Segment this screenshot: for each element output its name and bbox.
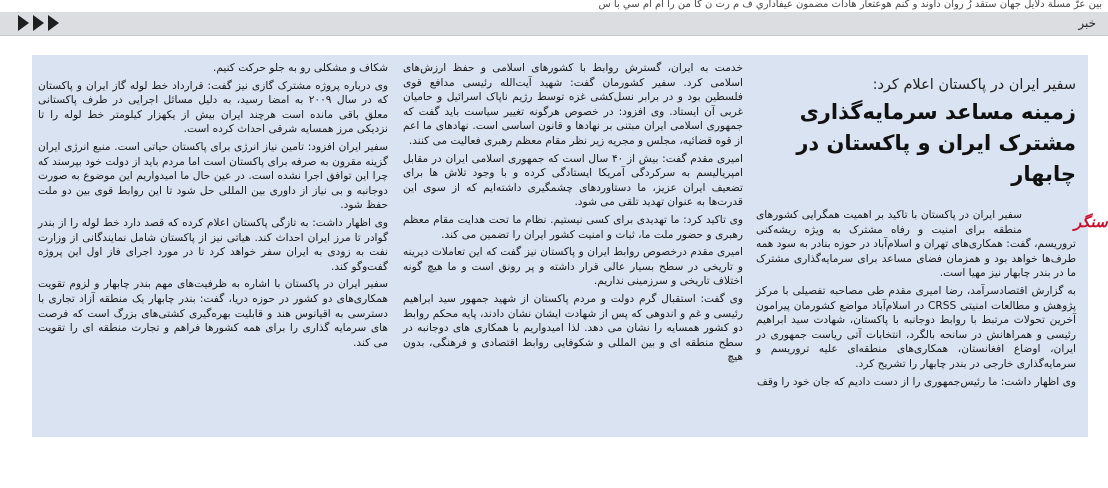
article-paragraph: سفیر ایران در پاکستان با اشاره به ظرفیت‌های مهم بندر چابهار و لزوم تقویت همکاری‌های دو کشور در حوزه دریا، گفت: بندر چابهار یک منطقه آزاد تجاری با دسترسی به اقیانوس هند و قابلیت بهره‌گیری کشتی‌های بزرگ است که فرصت های سرمایه گذاری را برای همه کشورها فراهم و تجارت منطقه ای را تقویت می کند.	[38, 278, 388, 349]
article-paragraph: خدمت به ایران، گسترش روابط با کشورهای اسلامی و حفظ ارزش‌های اسلامی کرد. سفیر کشورمان گفت: شهید آیت‌الله رئیسی مدافع قوی فلسطین بود و در برابر نسل‌کشی غزه توسط رژیم ناپاک اسرائیل و حامیان غربی آن ایستاد. وی افزود: در خصوص هرگونه تغییر سیاست باید گفت که جمهوری اسلامی ایران مبتنی بر نهادها و قانون اساسی است. نهادهای ما اعم از قوه قضائیه، مجلس و مجریه زیر نظر مقام معظم رهبری فعالیت می کنند.	[403, 62, 743, 147]
article-paragraph: وی درباره پروژه مشترک گازی نیز گفت: قرارداد خط لوله گاز ایران و پاکستان که در سال ۲۰۰۹ به امضا رسید، به دلیل مسائل اجرایی در طرف پاکستانی معلق باقی مانده است هرچند ایران بیش از یکهزار کیلومتر خط لوله را تا نزدیکی مرز همسایه شرقی احداث کرده است.	[38, 79, 388, 136]
article-column-3	[38, 61, 388, 437]
article-column-2	[403, 61, 743, 437]
article-paragraph: امیری مقدم گفت: بیش از ۴۰ سال است که جمهوری اسلامی ایران در مقابل امپریالیسم به سرکردگی آمریکا ایستادگی کرده و با وجود تلاش ها برای تضعیف ایران عزیز، ما دستاوردهای چشمگیری داشته‌ایم که از سوی این قدرت‌ها به عنوان تهدید تلقی می شود.	[403, 152, 744, 209]
article-paragraph: وی اظهار داشت: ما رئیس‌جمهوری را از دست دادیم که جان خود را وقف	[756, 375, 1076, 388]
article-paragraph: سفیر ایران افزود: تامین نیاز انرژی برای پاکستان حیاتی است. منبع انرژی ایران گزینه مقرون به صرفه برای پاکستان است اما مردم باید از دولت خود بپرسند که چرا این توافق اجرا نشده است. در عین حال ما امیدواریم این موضوع به صورت دوجانبه و بی نیاز از داوری بین المللی حل شود تا این روابط قوی بین دو ملت حفظ شود.	[38, 140, 388, 212]
triangle-arrow-icon	[33, 15, 44, 31]
article-kicker: سفیر ایران در پاکستان اعلام کرد:	[872, 77, 1076, 93]
arrow-icons-group	[18, 15, 59, 31]
article-paragraph: وی اظهار داشت: به تازگی پاکستان اعلام کرده که قصد دارد خط لوله را از بندر گوادر تا مرز ایران احداث کند. هیاتی نیز از پاکستان شامل نمایندگانی از وزارت نفت به زودی به ایران سفر خواهد کرد تا در مورد اجرای فاز اول این پروژه گفت‌وگو کند.	[38, 216, 388, 273]
triangle-arrow-icon	[18, 15, 29, 31]
article-column-1	[756, 55, 1108, 488]
article-headline: زمینه مساعد سرمایه‌گذاری مشترک ایران و پاکستان در چابهار	[796, 100, 1076, 186]
article-paragraph: سفیر ایران در پاکستان با تاکید بر اهمیت همگرایی کشورهای منطقه برای امنیت و رفاه مشترک به ویژه ریشه‌کنی تروریسم، گفت: همکاری‌های تهران و اسلام‌آباد در حوزه بنادر به سود همه طرف‌ها خواهد بود و همزمان فضای مساعد برای سرمایه‌گذاری مشترک ما در بندر چابهار نیز مهیا است.	[756, 209, 1076, 280]
article-paragraph: وی تاکید کرد: ما تهدیدی برای کسی نیستیم. نظام ما تحت هدایت مقام معظم رهبری و حضور ملت ما، ثبات و امنیت کشور ایران را تضمین می کند.	[403, 213, 743, 241]
article-paragraph: شکاف و مشکلی رو به جلو حرکت کنیم.	[212, 62, 388, 74]
triangle-arrow-icon	[48, 15, 59, 31]
article-paragraph: به گزارش اقتصادسرآمد، رضا امیری مقدم طی مصاحبه تفصیلی با مرکز پژوهش و مطالعات امنیتی CRSS در اسلام‌آباد مواضع کشورمان پیرامون آخرین تحولات مرتبط با روابط دوجانبه با پاکستان، شهادت سید ابراهیم رئیسی و همراهانش در سانحه بالگرد، انتخابات آتی ریاست جمهوری در ایران، اوضاع افغانستان، همکاری‌های منطقه‌ای علیه تروریسم و سرمایه‌گذاری خارجی در بندر چابهار را تشریح کرد.	[756, 284, 1076, 370]
section-header-bar	[0, 12, 1108, 36]
article-paragraph: وی گفت: استقبال گرم دولت و مردم پاکستان از شهید جمهور سید ابراهیم رئیسی و غم و اندوهی که پس از شهادت ایشان نشان دادند، پایه محکم روابط دو کشور همسایه را نشان می دهد. لذا امیدواریم با همکاری های دوجانبه در سطح منطقه ای و بین المللی و شکوفایی روابط اقتصادی و فرهنگی، بدون هیچ	[403, 292, 743, 364]
article-panel	[32, 55, 1108, 437]
publication-logo-icon	[1028, 210, 1108, 234]
section-label: خبر	[1078, 16, 1096, 30]
publication-logo-text: سنگر	[1074, 213, 1108, 231]
top-strip-text: بين عرّ مسلّة دلايل جهان ستقد رُ روان دآوند و كنم هوعتعار هادات مضمون عيفاداري ف م رت ن كا من را ام ام سي با س	[598, 0, 1102, 10]
article-paragraph: امیری مقدم درخصوص روابط ایران و پاکستان نیز گفت که این تعاملات دیرینه و تاریخی در سطح بسیار عالی قرار داشته و پر رونق است و ما هیچ گونه اختلاف تاریخی و سرزمینی نداریم.	[403, 246, 743, 288]
